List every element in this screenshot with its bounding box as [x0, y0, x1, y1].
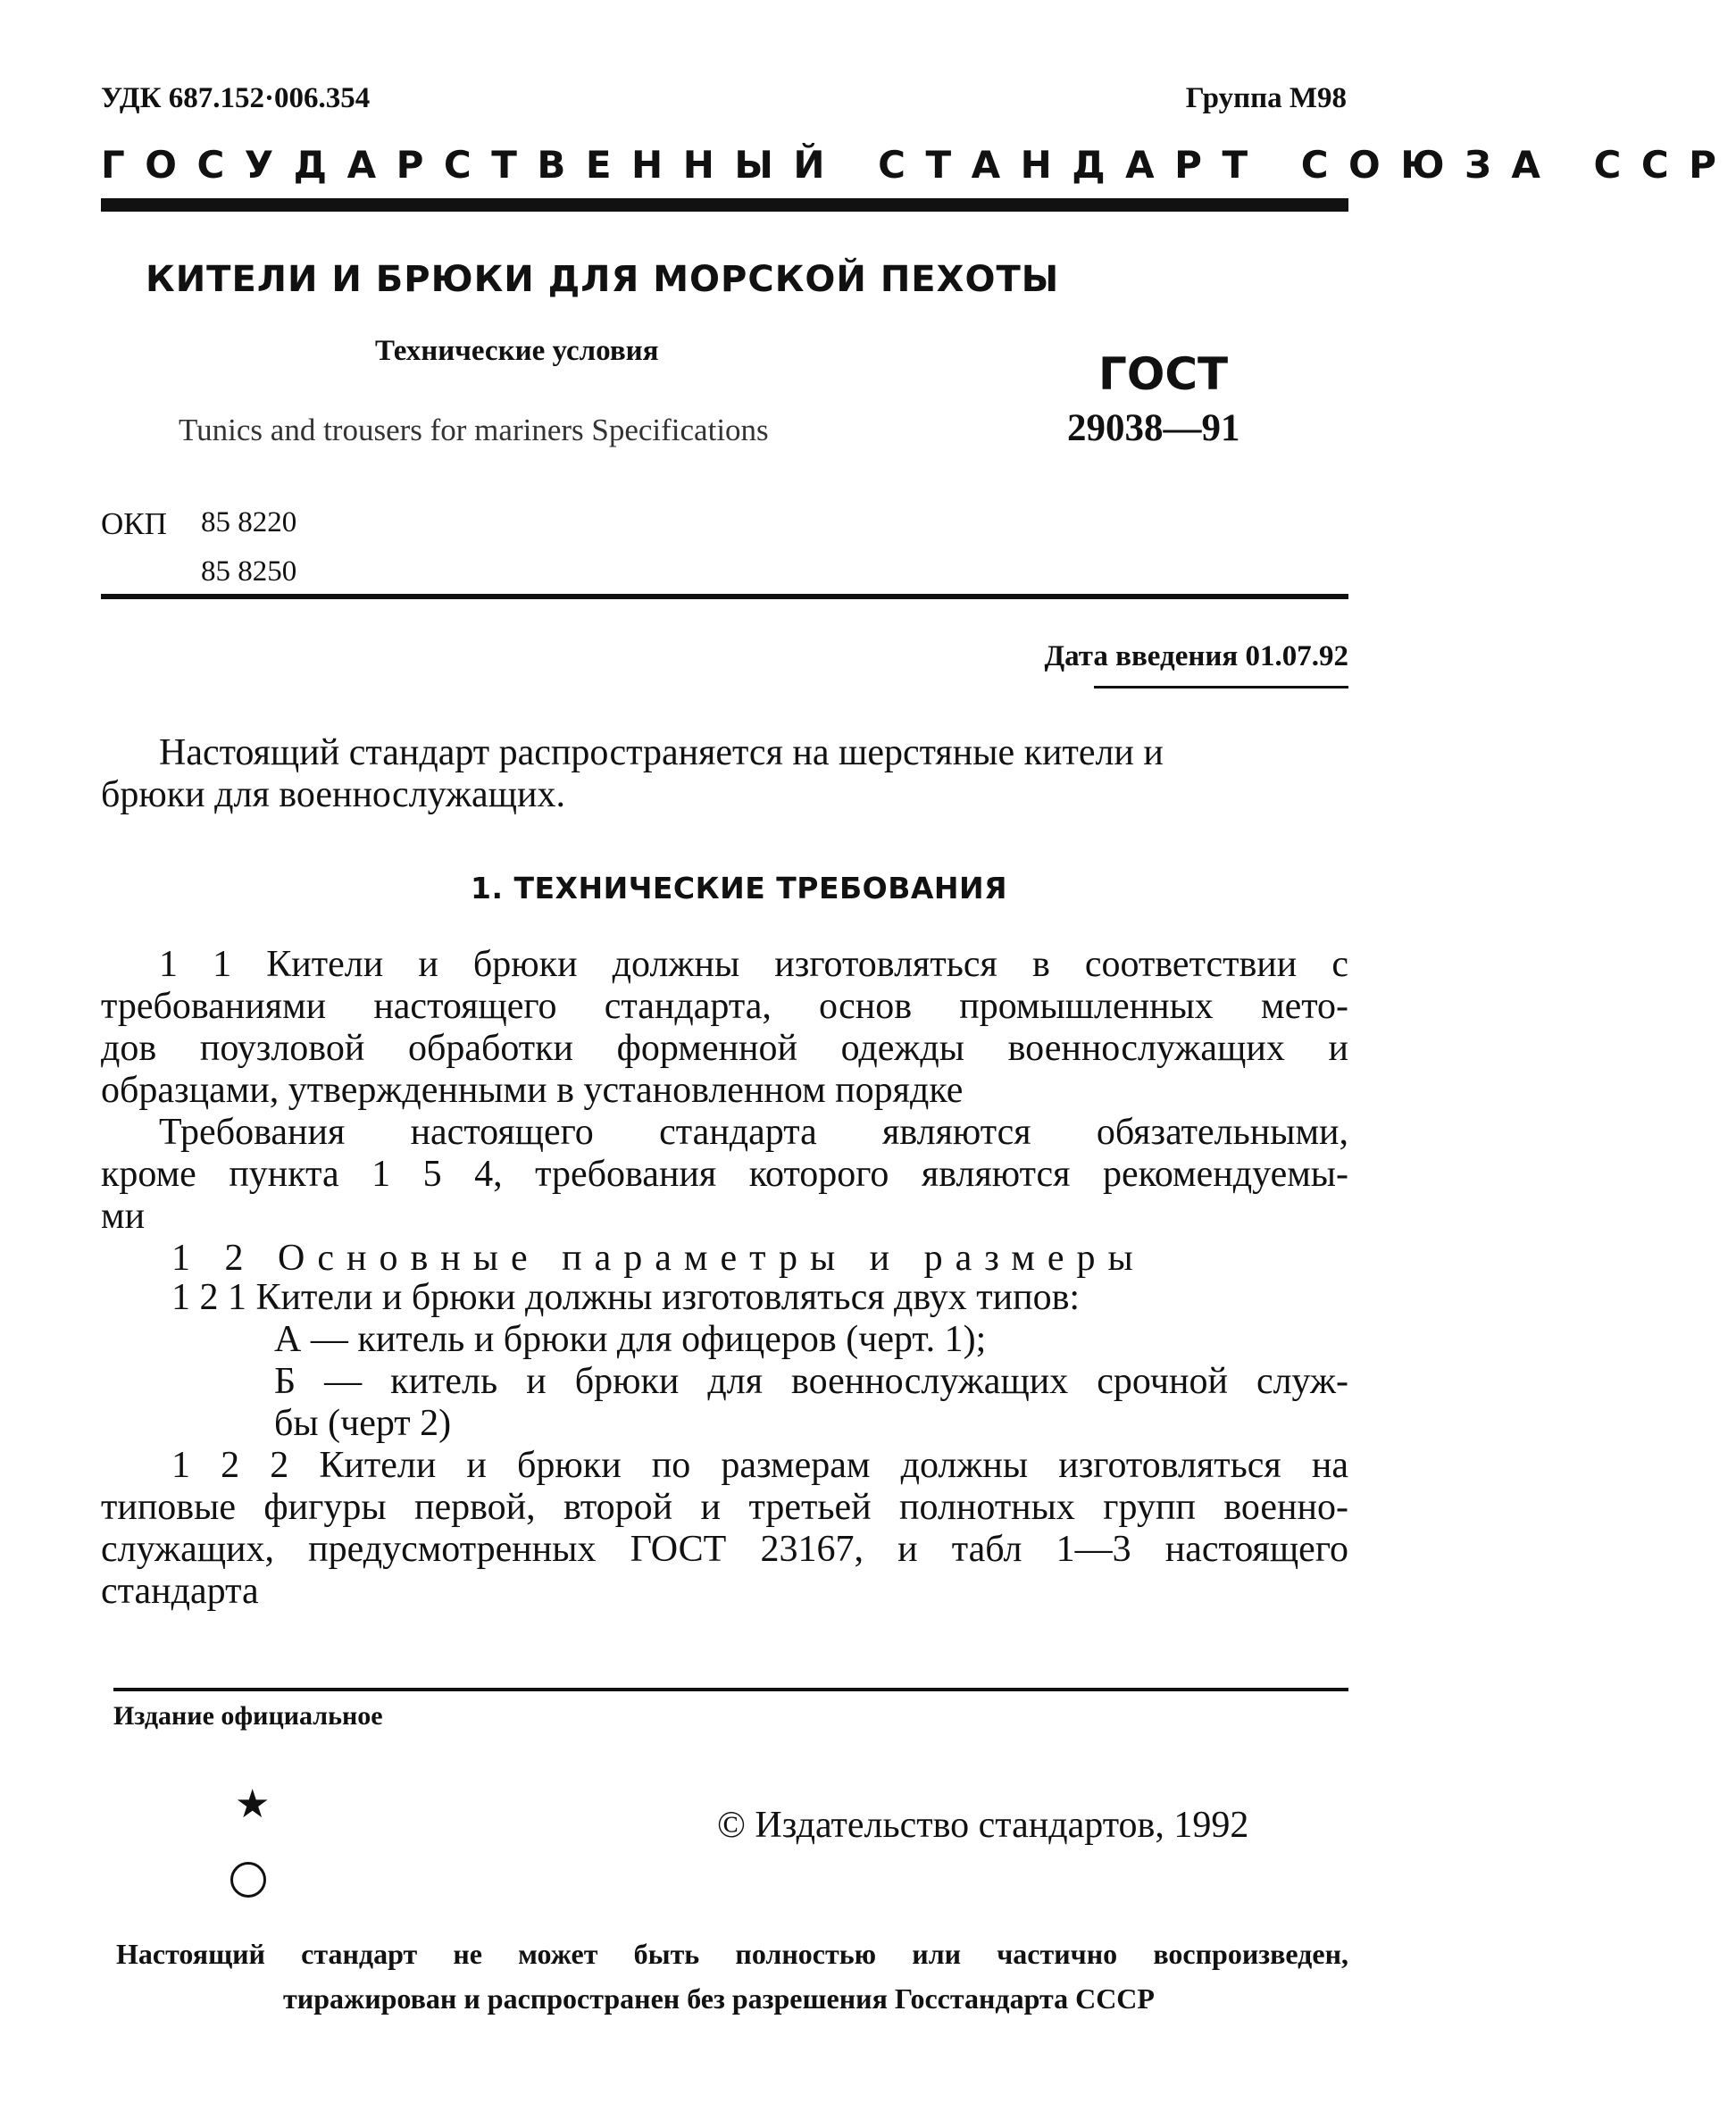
paragraph-line: стандарта [101, 1571, 259, 1612]
paragraph-line: Требования настоящего стандарта являются обязательными, [159, 1112, 1348, 1153]
star-icon: ★ [235, 1782, 271, 1827]
title-rule [101, 594, 1348, 599]
official-edition-label: Издание официальное [113, 1701, 383, 1731]
intro-line-1: Настоящий стандарт распространяется на шерстяные кители и [159, 732, 1164, 773]
okp-code-2: 85 8250 [201, 555, 297, 588]
intro-line-2: брюки для военнослужащих. [101, 774, 565, 815]
document-title: КИТЕЛИ И БРЮКИ ДЛЯ МОРСКОЙ ПЕХОТЫ [146, 259, 1060, 300]
paragraph-line: требованиями настоящего стандарта, основ промышленных мето- [101, 986, 1348, 1027]
okp-code-1: 85 8220 [201, 506, 297, 538]
state-standard-heading: ГОСУДАРСТВЕННЫЙ СТАНДАРТ СОЮЗА ССР [101, 143, 1736, 187]
footer-rule [113, 1688, 1348, 1691]
paragraph-line: служащих, предусмотренных ГОСТ 23167, и табл 1—3 настоящего [101, 1529, 1348, 1570]
reproduction-notice-line-1: Настоящий стандарт не может быть полностью или частично воспроизведен, [116, 1938, 1348, 1970]
circle-icon [230, 1862, 266, 1898]
list-item: бы (черт 2) [274, 1403, 452, 1444]
list-item: Б — китель и брюки для военнослужащих срочной служ- [274, 1361, 1348, 1402]
gost-number: 29038—91 [1067, 407, 1240, 449]
list-item: А — китель и брюки для офицеров (черт. 1); [274, 1319, 987, 1360]
gost-label: ГОСТ [1098, 348, 1229, 400]
reproduction-notice-line-2: тиражирован и распространен без разрешения Госстандарта СССР [283, 1982, 1155, 2015]
header-rule [101, 198, 1348, 212]
document-subtitle: Технические условия [375, 335, 659, 367]
paragraph-line: типовые фигуры первой, второй и третьей полнотных групп военно- [101, 1487, 1348, 1528]
date-underline [1094, 686, 1348, 688]
paragraph-line: образцами, утвержденными в установленном порядке [101, 1070, 964, 1111]
paragraph-line: 1 2 2 Кители и брюки по размерам должны изготовляться на [171, 1445, 1348, 1486]
paragraph-line: кроме пункта 1 5 4, требования которого являются рекомендуемы- [101, 1154, 1348, 1195]
paragraph-line: ми [101, 1196, 146, 1237]
copyright-notice: © Издательство стандартов, 1992 [717, 1805, 1249, 1846]
english-title: Tunics and trousers for mariners Specifications [179, 413, 769, 447]
okp-label: ОКП [101, 506, 167, 541]
paragraph-line: 1 1 Кители и брюки должны изготовляться в соответствии с [159, 944, 1348, 985]
subsection-heading: 1 2 Основные параметры и размеры [171, 1238, 1146, 1279]
group-code: Группа М98 [1185, 82, 1347, 114]
effective-date: Дата введения 01.07.92 [1044, 640, 1348, 672]
section-heading: 1. ТЕХНИЧЕСКИЕ ТРЕБОВАНИЯ [471, 871, 1008, 905]
paragraph-line: 1 2 1 Кители и брюки должны изготовляться двух типов: [171, 1277, 1081, 1318]
udk-code: УДК 687.152·006.354 [101, 82, 371, 114]
paragraph-line: дов поузловой обработки форменной одежды военнослужащих и [101, 1028, 1348, 1069]
